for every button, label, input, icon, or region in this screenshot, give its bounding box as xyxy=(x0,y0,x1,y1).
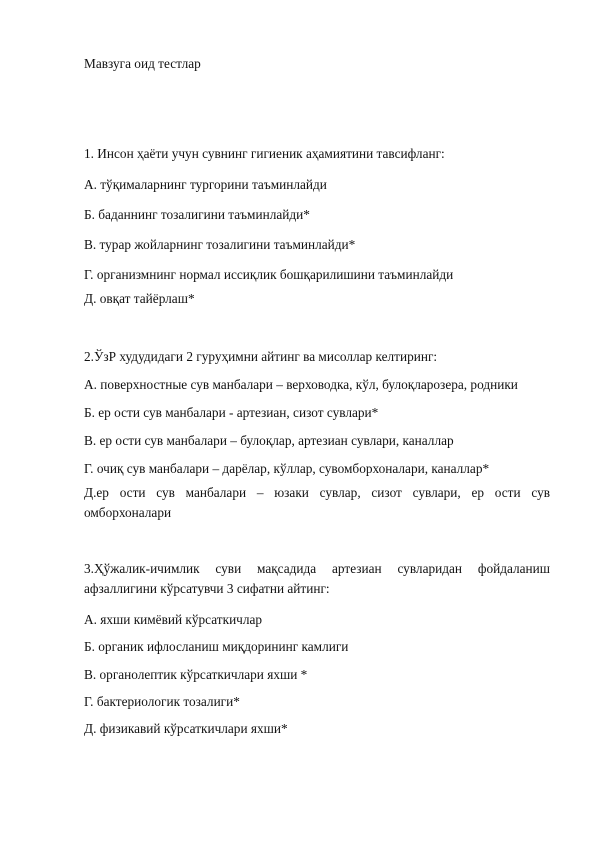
question-2-option-e-line-2: омборхоналари xyxy=(84,505,172,520)
question-3-option-c: В. органолептик кўрсаткичлари яхши * xyxy=(84,667,308,682)
question-3-option-e: Д. физикавий кўрсаткичлари яхши* xyxy=(84,721,288,736)
question-2-option-b: Б. ер ости сув манбалари - артезиан, сизот сувлари* xyxy=(84,405,379,420)
question-2-option-a: А. поверхностные сув манбалари – верховодка, кўл, булоқларозера, родники xyxy=(84,377,518,392)
page-title: Мавзуга оид тестлар xyxy=(84,56,201,71)
question-3-text-line-2: афзаллигини кўрсатувчи 3 сифатни айтинг: xyxy=(84,581,330,596)
question-1-option-c: В. турар жойларнинг тозалигини таъминлайди* xyxy=(84,237,356,252)
question-1-option-a: А. тўқималарнинг тургорини таъминлайди xyxy=(84,177,327,192)
question-3-option-d: Г. бактериологик тозалиги* xyxy=(84,694,240,709)
question-2-option-e xyxy=(84,483,550,523)
question-1-option-e: Д. овқат тайёрлаш* xyxy=(84,291,195,306)
question-2-option-c: В. ер ости сув манбалари – булоқлар, артезиан сувлари, каналлар xyxy=(84,433,454,448)
question-3-option-a: А. яхши кимёвий кўрсаткичлар xyxy=(84,612,263,627)
question-3-text xyxy=(84,559,550,599)
question-1-option-b: Б. баданнинг тозалигини таъминлайди* xyxy=(84,207,310,222)
question-2-option-d: Г. очиқ сув манбалари – дарёлар, кўллар, сувомборхоналари, каналлар* xyxy=(84,461,490,476)
question-1-text: 1. Инсон ҳаёти учун сувнинг гигиеник аҳамиятини тавсифланг: xyxy=(84,146,445,161)
question-3-text-line-1: 3.Ҳўжалик-ичимлик суви мақсадида артезиан сувларидан фойдаланиш xyxy=(84,561,550,576)
question-3-option-b: Б. органик ифлосланиш миқдорининг камлиги xyxy=(84,639,349,654)
question-2-text: 2.ЎзР худудидаги 2 гуруҳимни айтинг ва мисоллар келтиринг: xyxy=(84,349,438,364)
question-2-option-e-line-1: Д.ер ости сув манбалари – юзаки сувлар, сизот сувлари, ер ости сув xyxy=(84,485,550,500)
question-1-option-d: Г. организмнинг нормал иссиқлик бошқарилишини таъминлайди xyxy=(84,267,454,282)
